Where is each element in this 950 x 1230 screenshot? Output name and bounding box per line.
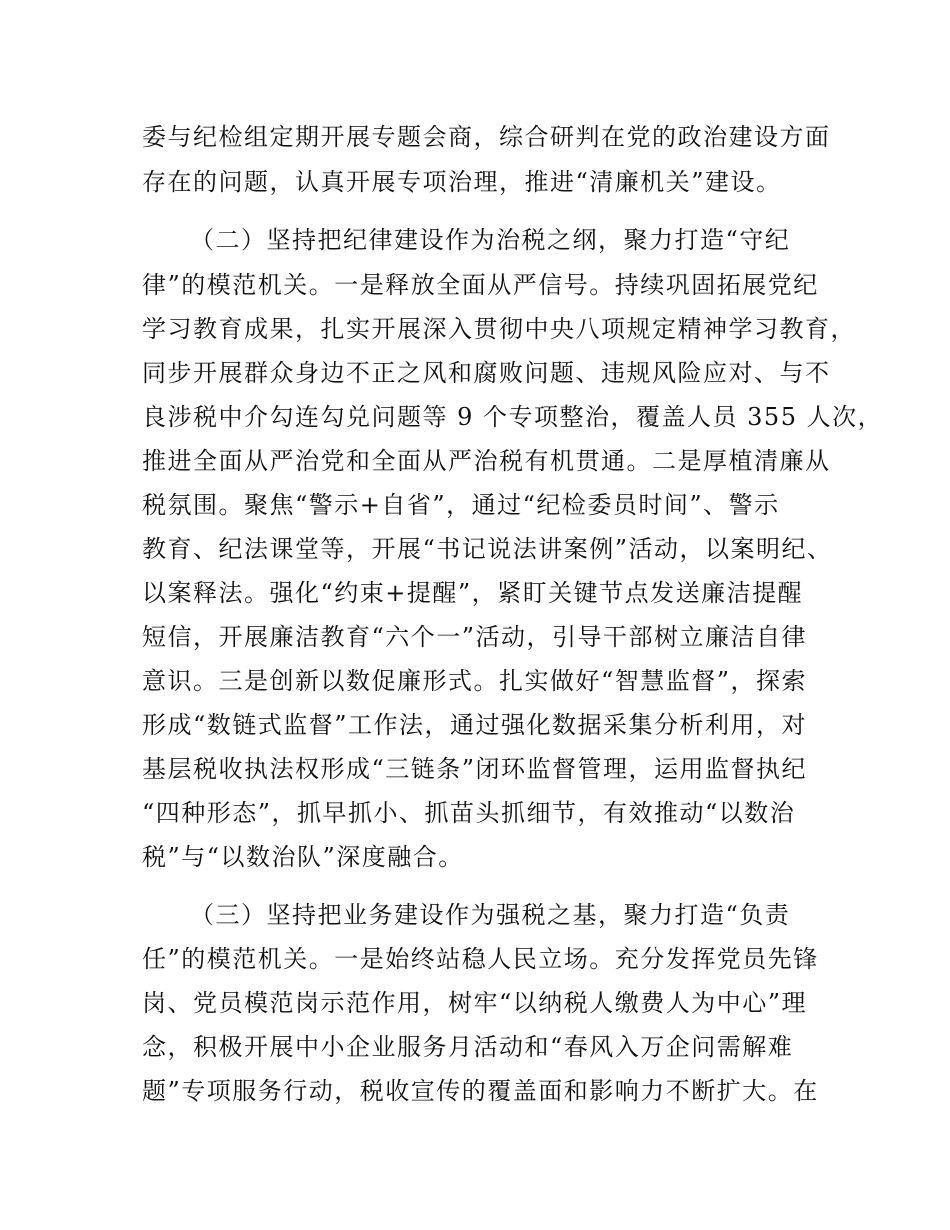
text-line: 律”的模范机关。一是释放全面从严信号。持续巩固拓展党纪: [142, 271, 819, 299]
text-line: 学习教育成果，扎实开展深入贯彻中央八项规定精神学习教育，: [142, 315, 856, 343]
text-line: 岗、党员模范岗示范作用，树牢“以纳税人缴费人为中心”理: [142, 989, 808, 1017]
text-line: 教育、纪法课堂等，开展“书记说法讲案例”活动，以案明纪、: [142, 535, 833, 563]
text-line: 任”的模范机关。一是始终站稳人民立场。充分发挥党员先锋: [142, 945, 819, 973]
text-line: 税”与“以数治队”深度融合。: [142, 843, 464, 871]
text-line: 委与纪检组定期开展专题会商，综合研判在党的政治建设方面: [142, 123, 831, 151]
text-line: 基层税收执法权形成“三链条”闭环监督管理，运用监督执纪: [142, 755, 808, 783]
text-line: 税氛围。聚焦“警示+自省”，通过“纪检委员时间”、警示: [142, 491, 780, 519]
text-line: 念，积极开展中小企业服务月活动和“春风入万企问需解难: [142, 1033, 794, 1061]
text-line: 意识。三是创新以数促廉形式。扎实做好“智慧监督”，探索: [142, 667, 808, 695]
text-line: “四种形态”，抓早抓小、抓苗头抓细节，有效推动“以数治: [142, 799, 796, 827]
text-line: 推进全面从严治党和全面从严治税有机贯通。二是厚植清廉从: [142, 447, 831, 475]
text-line: 题”专项服务行动，税收宣传的覆盖面和影响力不断扩大。在: [142, 1077, 819, 1105]
text-line: 形成“数链式监督”工作法，通过强化数据采集分析利用，对: [142, 711, 808, 739]
text-line: 以案释法。强化“约束+提醒”，紧盯关键节点发送廉洁提醒: [142, 579, 804, 607]
text-line: 存在的问题，认真开展专项治理，推进“清廉机关”建设。: [142, 168, 782, 196]
text-line: 同步开展群众身边不正之风和腐败问题、违规风险应对、与不: [142, 359, 831, 387]
section-heading-3: （三）坚持把业务建设作为强税之基，聚力打造“负责: [190, 901, 791, 929]
text-line: 短信，开展廉洁教育“六个一”活动，引导干部树立廉洁自律: [142, 623, 808, 651]
text-line: 良涉税中介勾连勾兑问题等 9 个专项整治，覆盖人员 355 人次，: [142, 403, 884, 431]
section-heading-2: （二）坚持把纪律建设作为治税之纲，聚力打造“守纪: [190, 226, 791, 254]
